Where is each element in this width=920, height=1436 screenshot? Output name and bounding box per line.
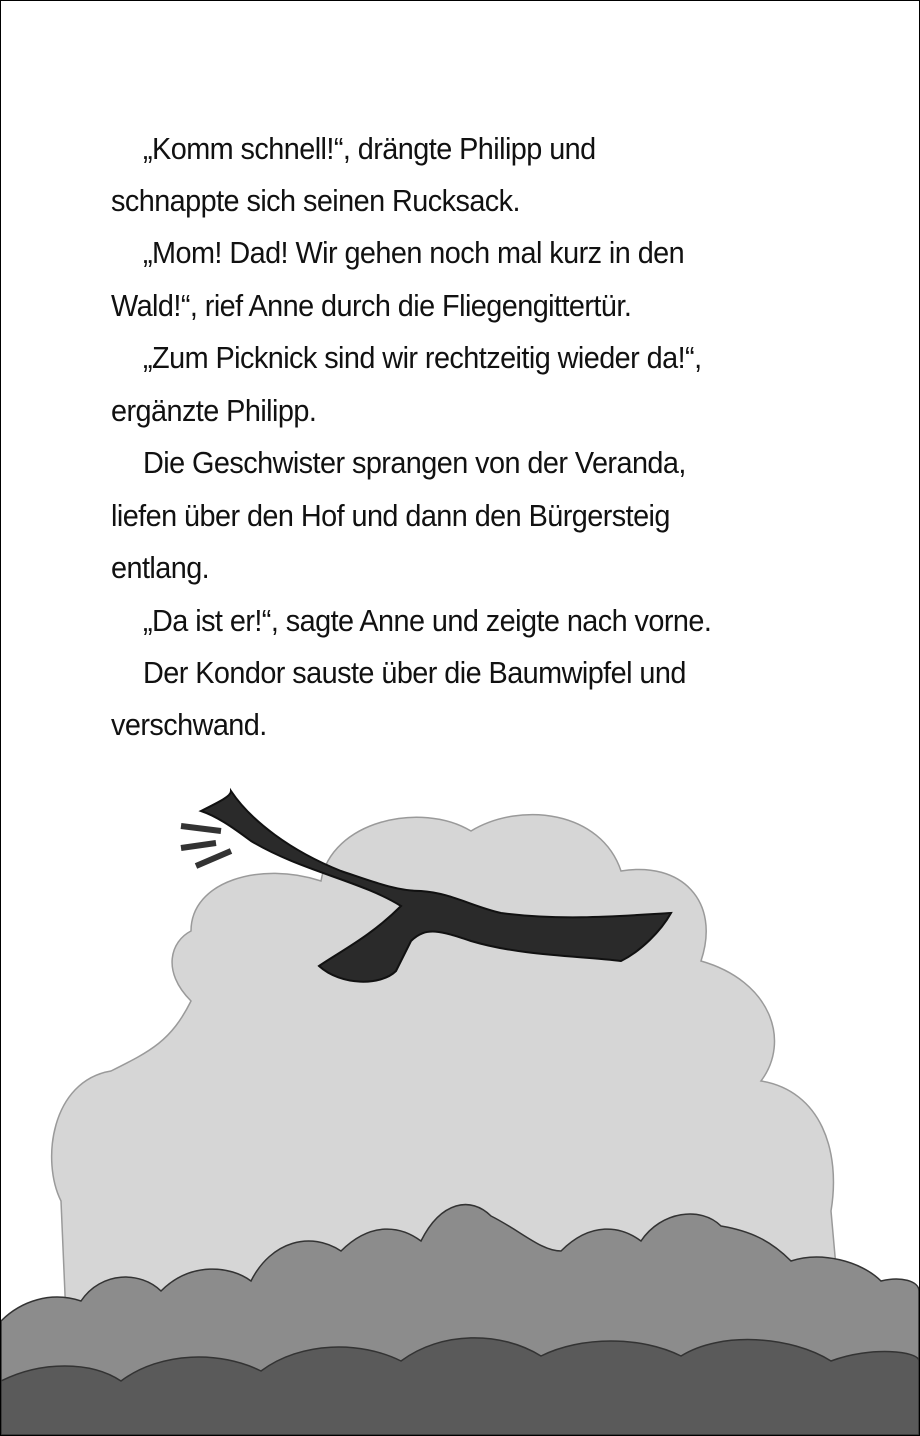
text-line: „Da ist er!“, sagte Anne und zeigte nach vorne. (143, 603, 712, 638)
text-line: „Mom! Dad! Wir gehen noch mal kurz in den (143, 235, 685, 270)
condor-over-trees-illustration (1, 771, 919, 1435)
text-line: entlang. (111, 550, 210, 585)
text-line: Wald!“, rief Anne durch die Fliegengittertür. (111, 288, 632, 323)
text-line: verschwand. (111, 707, 267, 742)
text-line: Der Kondor sauste über die Baumwipfel und (143, 655, 686, 690)
text-line: „Komm schnell!“, drängte Philipp und (143, 131, 596, 166)
text-line: schnappte sich seinen Rucksack. (111, 183, 520, 218)
text-line: ergänzte Philipp. (111, 393, 317, 428)
text-line: „Zum Picknick sind wir rechtzeitig wieder da!“, (143, 340, 702, 375)
text-line: liefen über den Hof und dann den Bürgersteig (111, 498, 670, 533)
text-line: Die Geschwister sprangen von der Veranda, (143, 445, 686, 480)
